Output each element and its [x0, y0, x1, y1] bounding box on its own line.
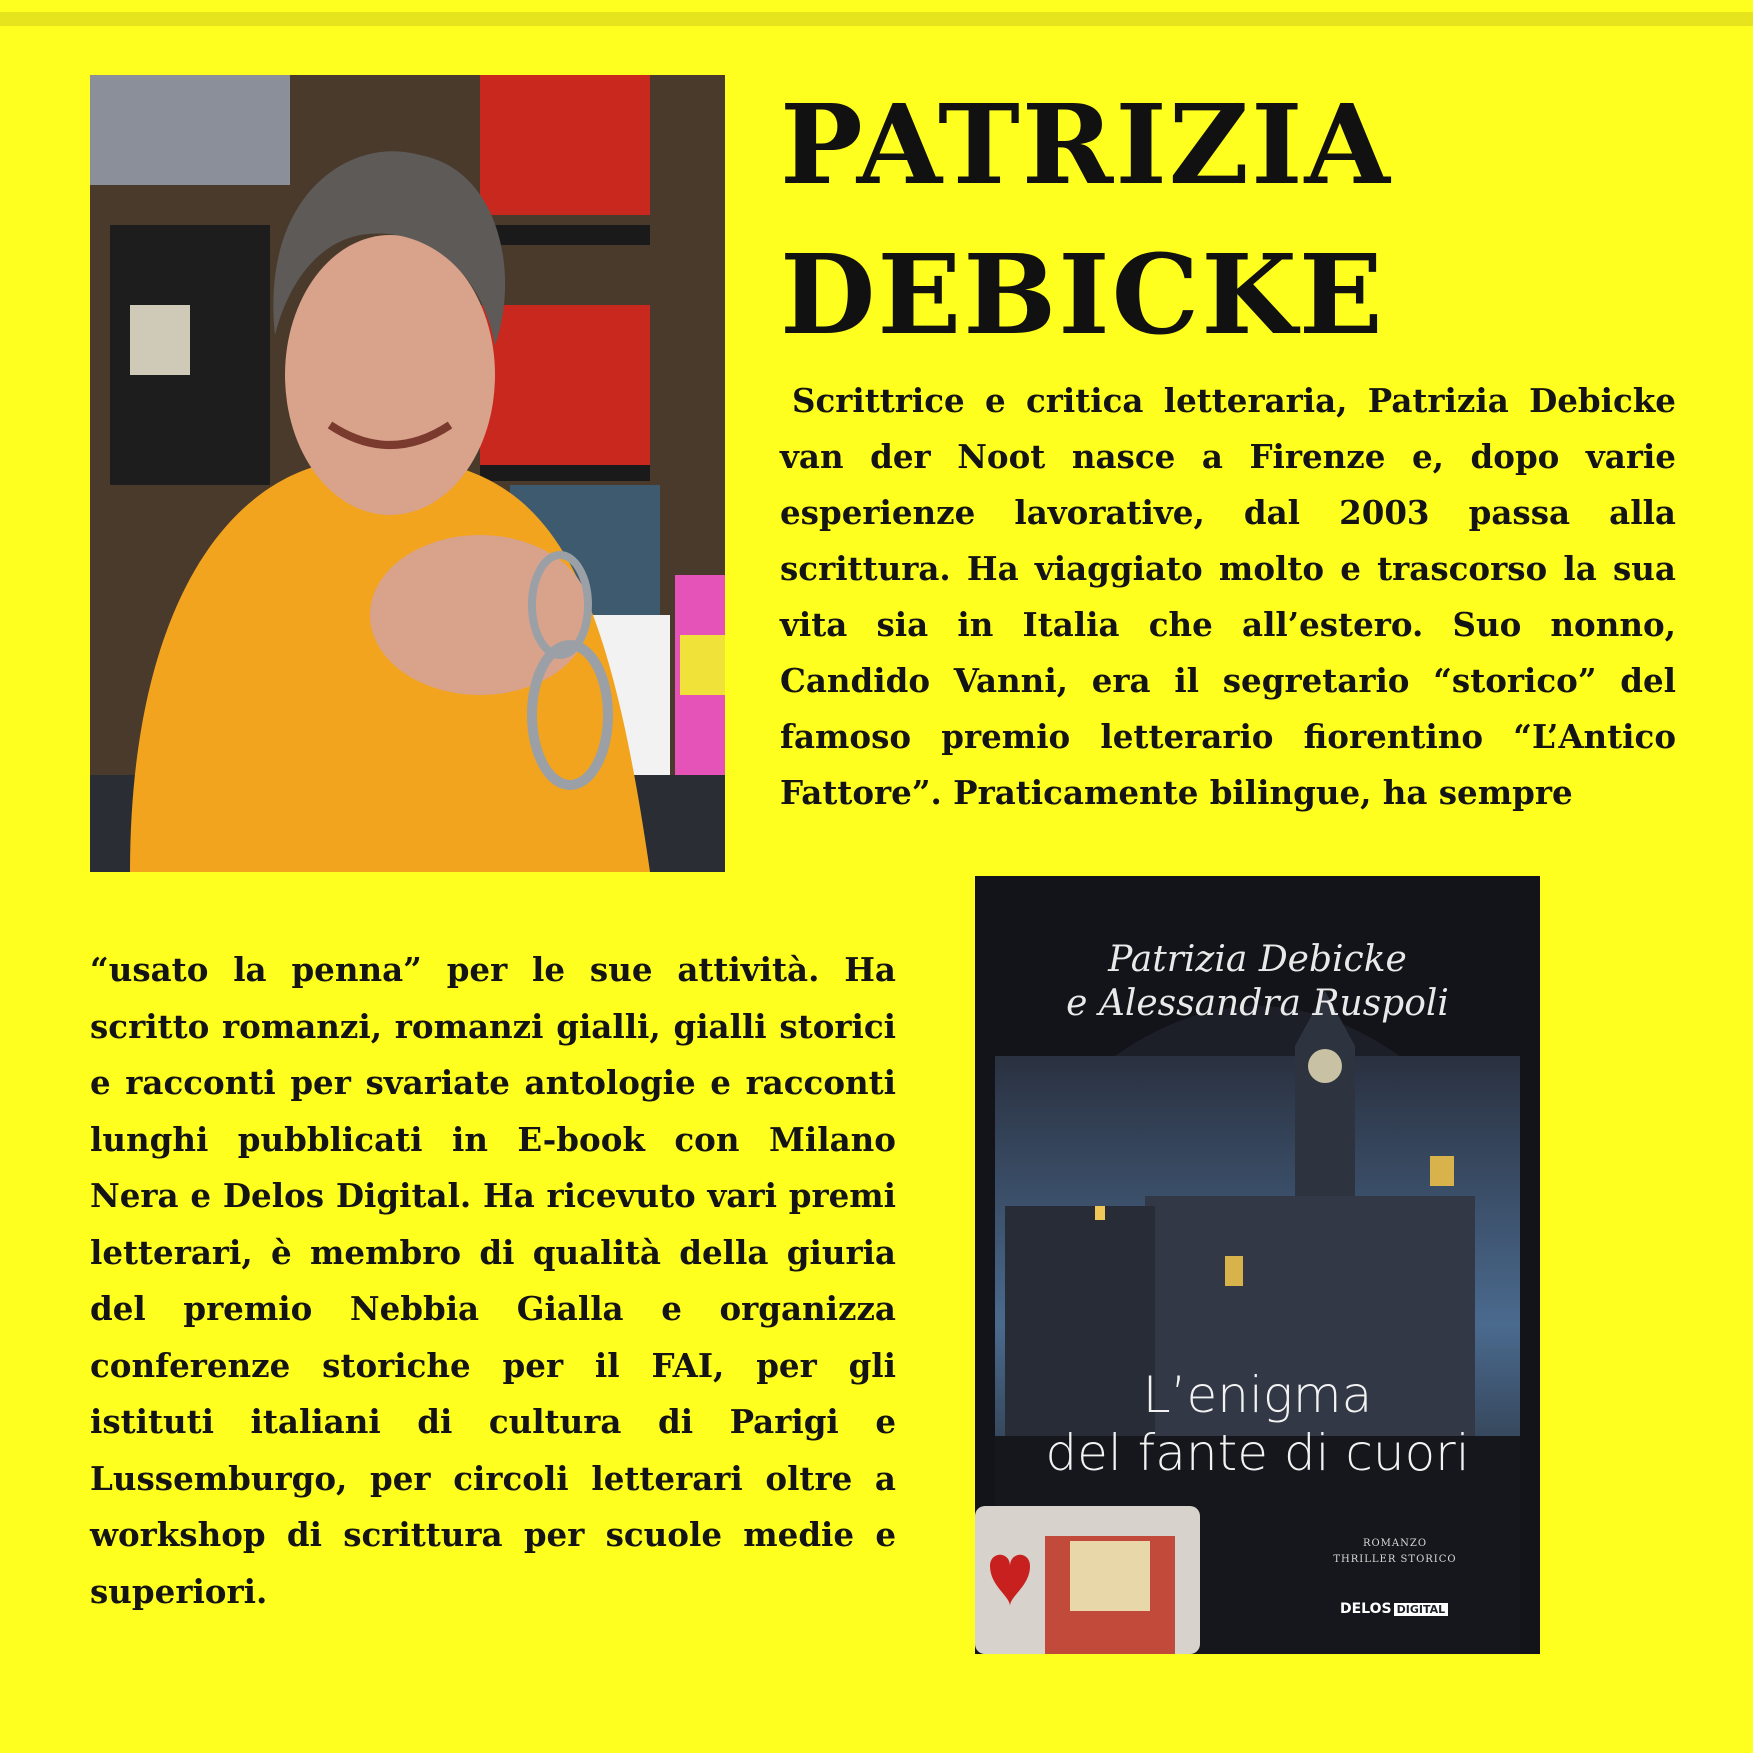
cover-title-line2: del fante di cuori: [1045, 1424, 1470, 1482]
bio-paragraph-2: “usato la penna” per le sue attività. Ha scritto romanzi, romanzi gialli, gialli storici e racconti per svariate antologie e racconti lunghi pubblicati in E-book con Milano Nera e Delos Digital. Ha ricevuto vari premi letterari, è membro di qualità della giuria del premio Nebbia Gialla e organizza conferenze storiche per il FAI, per gli istituti italiani di cultura di Parigi e Lussemburgo, per circoli letterari oltre a workshop di scrittura per scuole medie e superiori.: [90, 950, 896, 1611]
author-photo-illustration: [90, 75, 725, 872]
cover-publisher-logo: [1340, 1601, 1448, 1617]
cover-title: [975, 1366, 1540, 1482]
bio-paragraph-1: Scrittrice e critica letteraria, Patrizia Debicke van der Noot nasce a Firenze e, dopo varie esperienze lavorative, dal 2003 passa alla scrittura. Ha viaggiato molto e trascorso la sua vita sia in Italia che all’estero. Suo nonno, Candido Vanni, era il segretario “storico” del famoso premio letterario fiorentino “L’Antico Fattore”. Praticamente bilingue, ha sempre: [780, 381, 1676, 812]
cover-author-line2: e Alessandra Ruspoli: [1066, 983, 1449, 1024]
cover-authors: [975, 938, 1540, 1026]
cover-genre: [1305, 1536, 1485, 1568]
author-name-line2: DEBICKE: [780, 230, 1385, 359]
cover-title-line1: L’enigma: [1142, 1366, 1373, 1424]
cover-author-line1: Patrizia Debicke: [1108, 939, 1407, 980]
cover-publisher-suffix: DIGITAL: [1394, 1603, 1449, 1616]
cover-publisher-name: DELOS: [1340, 1601, 1392, 1617]
author-name-line1: PATRIZIA: [780, 80, 1392, 209]
cover-genre-line2: THRILLER STORICO: [1333, 1554, 1457, 1565]
author-photo: [90, 75, 725, 872]
author-name-title: [780, 70, 1680, 370]
book-cover: [975, 876, 1540, 1654]
cover-genre-line1: ROMANZO: [1362, 1538, 1428, 1549]
top-border: [0, 12, 1753, 26]
